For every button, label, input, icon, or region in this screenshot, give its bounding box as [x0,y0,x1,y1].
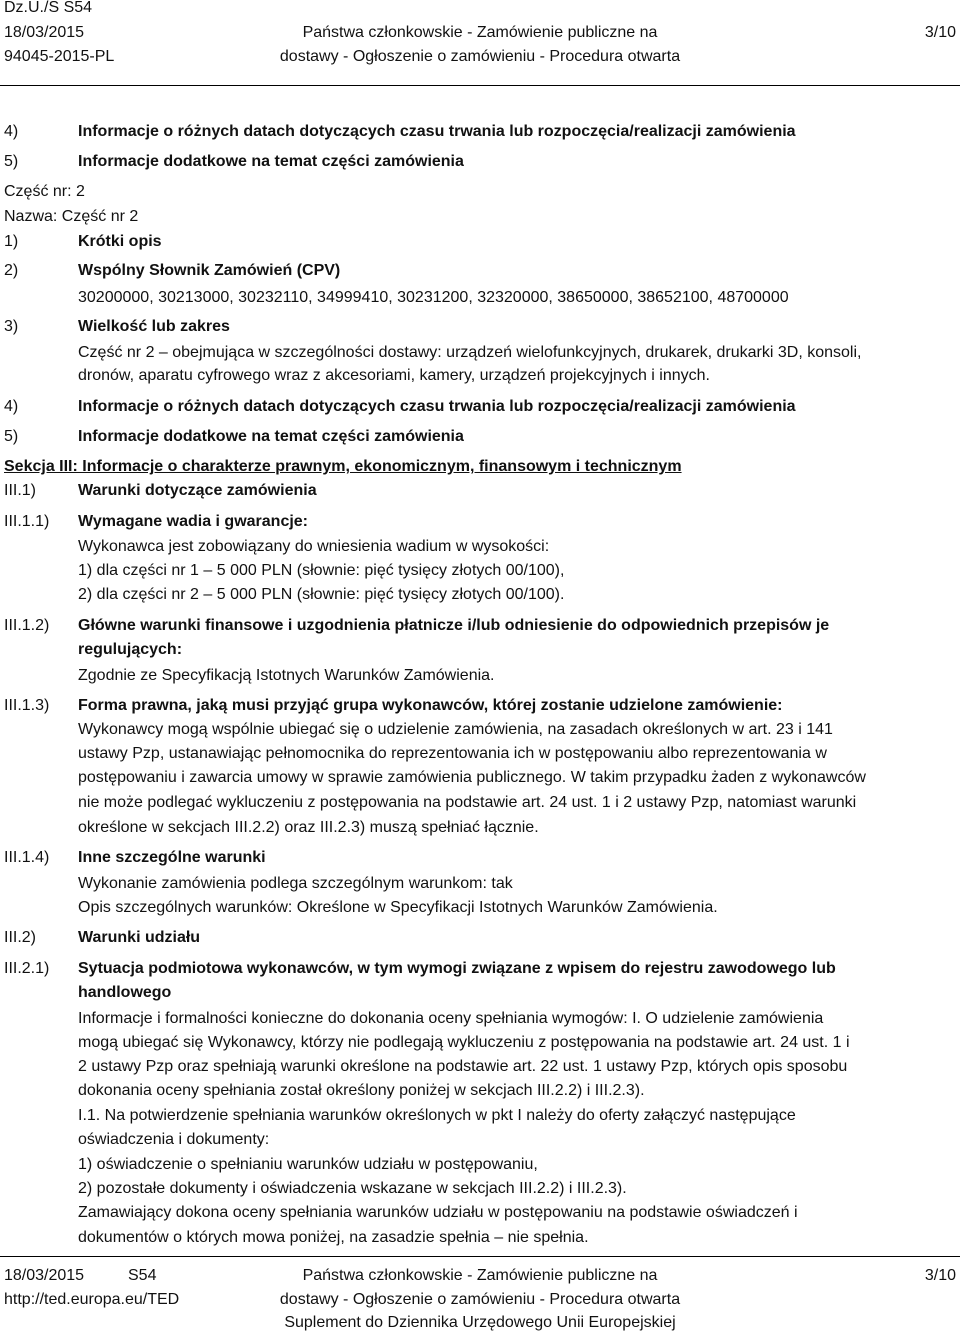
item-heading: Wielkość lub zakres [78,318,230,335]
item-number: 2) [4,262,19,279]
subsection-number: III.1.1) [4,513,50,530]
paragraph-line: mogą ubiegać się Wykonawcy, którzy nie podlegają wykluczeniu z postępowania na podstawie art. 24 ust. 1 i [78,1034,850,1051]
cpv-codes: 30200000, 30213000, 30232110, 34999410, 30231200, 32320000, 38650000, 38652100, 48700000 [78,289,789,306]
header-title-line2: dostawy - Ogłoszenie o zamówieniu - Procedura otwarta [279,48,681,65]
part-number: Część nr: 2 [4,183,85,200]
subsection-heading: Forma prawna, jaką musi przyjąć grupa wykonawców, której zostanie udzielone zamówienie: [78,697,783,714]
subsection-number: III.2) [4,929,37,946]
footer-series: S54 [128,1267,157,1284]
section-title: Sekcja III: Informacje o charakterze prawnym, ekonomicznym, finansowym i technicznym [4,458,682,475]
subsection-number: III.1.3) [4,697,50,714]
footer-title-line1: Państwa członkowskie - Zamówienie publiczne na [302,1267,658,1284]
part-name: Nazwa: Część nr 2 [4,208,139,225]
paragraph-line: 1) oświadczenie o spełnianiu warunków udziału w postępowaniu, [78,1156,538,1173]
paragraph-line: Wykonawca jest zobowiązany do wniesienia wadium w wysokości: [78,538,550,555]
header-ref: Dz.U./S S54 [4,0,93,16]
item-number: 3) [4,318,19,335]
subsection-heading: Warunki dotyczące zamówienia [78,482,317,499]
paragraph-line: I.1. Na potwierdzenie spełniania warunków określonych w pkt I należy do oferty załączyć następujące [78,1107,796,1124]
subsection-number: III.1.2) [4,617,50,634]
footer-title-line3: Suplement do Dziennika Urzędowego Unii Europejskiej [284,1314,676,1331]
subsection-heading: Główne warunki finansowe i uzgodnienia płatnicze i/lub odniesienie do odpowiednich przepisów je [78,617,830,634]
scope-line: dronów, aparatu cyfrowego wraz z akcesoriami, kamery, urządzeń projekcyjnych i innych. [78,367,710,384]
paragraph-line: dokonania oceny spełniania został określony poniżej w sekcjach III.2.2) i III.2.3). [78,1082,645,1099]
subsection-heading: Inne szczególne warunki [78,849,266,866]
footer-page-number: 3/10 [924,1267,956,1284]
paragraph-line: określone w sekcjach III.2.2) oraz III.2.3) muszą spełniać łącznie. [78,819,539,836]
paragraph-line: 2) pozostałe dokumenty i oświadczenia wskazane w sekcjach III.2.2) i III.2.3). [78,1180,627,1197]
item-heading: Informacje o różnych datach dotyczących czasu trwania lub rozpoczęcia/realizacji zamówienia [78,123,796,140]
paragraph-line: ustawy Pzp, ustanawiając pełnomocnika do reprezentowania ich w postępowaniu albo reprezentowania w [78,745,827,762]
subsection-number: III.1) [4,482,37,499]
item-number: 4) [4,398,19,415]
paragraph-line: Wykonanie zamówienia podlega szczególnym warunkom: tak [78,875,513,892]
paragraph-line: Zamawiający dokona oceny spełniania warunków udziału w postępowaniu na podstawie oświadczeń i [78,1204,798,1221]
item-heading: Wspólny Słownik Zamówień (CPV) [78,262,341,279]
paragraph-line: Wykonawcy mogą wspólnie ubiegać się o udzielenie zamówienia, na zasadach określonych w art. 23 i 141 [78,721,833,738]
paragraph-line: Informacje i formalności konieczne do dokonania oceny spełniania wymogów: I. O udzielenie zamówienia [78,1010,824,1027]
scope-line: Część nr 2 – obejmująca w szczególności dostawy: urządzeń wielofunkcyjnych, drukarek, drukarki 3D, konsoli, [78,344,862,361]
item-heading: Informacje dodatkowe na temat części zamówienia [78,153,464,170]
paragraph-line: 2) dla części nr 2 – 5 000 PLN (słownie: pięć tysięcy złotych 00/100). [78,586,565,603]
item-number: 5) [4,428,19,445]
subsection-heading: Wymagane wadia i gwarancje: [78,513,309,530]
paragraph-line: Opis szczególnych warunków: Określone w Specyfikacji Istotnych Warunków Zamówienia. [78,899,718,916]
subsection-number: III.1.4) [4,849,50,866]
item-heading: Krótki opis [78,233,162,250]
footer-ted-link[interactable]: http://ted.europa.eu/TED [4,1291,180,1308]
header-id: 94045-2015-PL [4,48,115,65]
paragraph-line: oświadczenia i dokumenty: [78,1131,270,1148]
paragraph-line: 1) dla części nr 1 – 5 000 PLN (słownie: pięć tysięcy złotych 00/100), [78,562,565,579]
item-number: 1) [4,233,19,250]
paragraph-line: 2 ustawy Pzp oraz spełniają warunki określone na podstawie art. 22 ust. 1 ustawy Pzp, których opis sposobu [78,1058,848,1075]
subsection-heading: Sytuacja podmiotowa wykonawców, w tym wymogi związane z wpisem do rejestru zawodowego lub [78,960,836,977]
footer-rule [0,1256,960,1257]
subsection-heading-cont: regulujących: [78,641,183,658]
header-date: 18/03/2015 [4,24,85,41]
subsection-number: III.2.1) [4,960,50,977]
footer-title-line2: dostawy - Ogłoszenie o zamówieniu - Procedura otwarta [279,1291,681,1308]
footer-date: 18/03/2015 [4,1267,85,1284]
item-number: 5) [4,153,19,170]
header-page-number: 3/10 [924,24,956,41]
paragraph-line: dokumentów o których mowa poniżej, na zasadzie spełnia – nie spełnia. [78,1229,589,1246]
item-heading: Informacje o różnych datach dotyczących czasu trwania lub rozpoczęcia/realizacji zamówienia [78,398,796,415]
header-rule [0,85,960,86]
paragraph-line: nie może podlegać wykluczeniu z postępowania na podstawie art. 24 ust. 1 i 2 ustawy Pzp, natomiast warunki [78,794,857,811]
subsection-heading-cont: handlowego [78,984,172,1001]
paragraph-line: postępowaniu i zawarcia umowy w sprawie zamówienia publicznego. W takim przypadku żaden z wykonawców [78,769,866,786]
item-number: 4) [4,123,19,140]
subsection-heading: Warunki udziału [78,929,201,946]
header-title-line1: Państwa członkowskie - Zamówienie publiczne na [302,24,658,41]
paragraph-line: Zgodnie ze Specyfikacją Istotnych Warunków Zamówienia. [78,667,495,684]
item-heading: Informacje dodatkowe na temat części zamówienia [78,428,464,445]
